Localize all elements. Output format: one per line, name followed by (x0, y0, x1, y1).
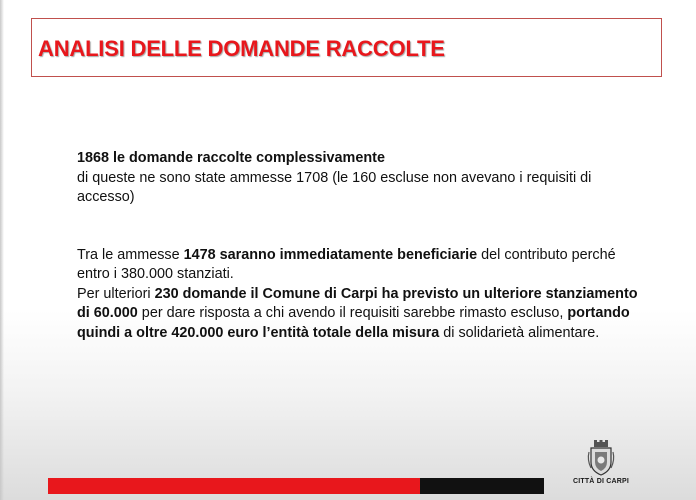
total-applications-text: 1868 le domande raccolte complessivamente (77, 150, 385, 166)
funding-text-2: del contributo perché entro i 380.000 stanziati. (77, 246, 616, 282)
footer-bar-black (420, 478, 544, 494)
paragraph-funding (77, 246, 652, 344)
funding-text-5: di solidarietà alimentare. (439, 324, 600, 341)
slide-body (77, 149, 652, 343)
city-logo (566, 440, 636, 496)
funding-bold-additional: 230 domande il Comune di Carpi ha previsto un ulteriore stanziamento di 60.000 (77, 285, 638, 321)
slide-edge-shadow (0, 0, 4, 500)
coat-of-arms-icon (586, 440, 616, 476)
footer-bar-red (48, 478, 420, 494)
funding-text-1: Tra le ammesse (77, 246, 184, 263)
funding-text-4: per dare risposta a chi avendo il requisiti sarebbe rimasto escluso, (137, 305, 568, 321)
admitted-applications-text: di queste ne sono state ammesse 1708 (le 160 escluse non avevano i requisiti di accesso) (77, 169, 592, 205)
paragraph-totals (77, 149, 652, 208)
title-box (31, 18, 662, 77)
logo-caption: CITTÀ DI CARPI (572, 478, 630, 485)
funding-bold-total: portando quindi a oltre 420.000 euro l’entità totale della misura (77, 305, 630, 341)
footer-bar (48, 478, 544, 494)
funding-text-3: Per ulteriori (77, 285, 155, 302)
slide-title: ANALISI DELLE DOMANDE RACCOLTE (38, 36, 445, 61)
funding-bold-beneficiaries: 1478 saranno immediatamente beneficiarie (183, 246, 478, 263)
